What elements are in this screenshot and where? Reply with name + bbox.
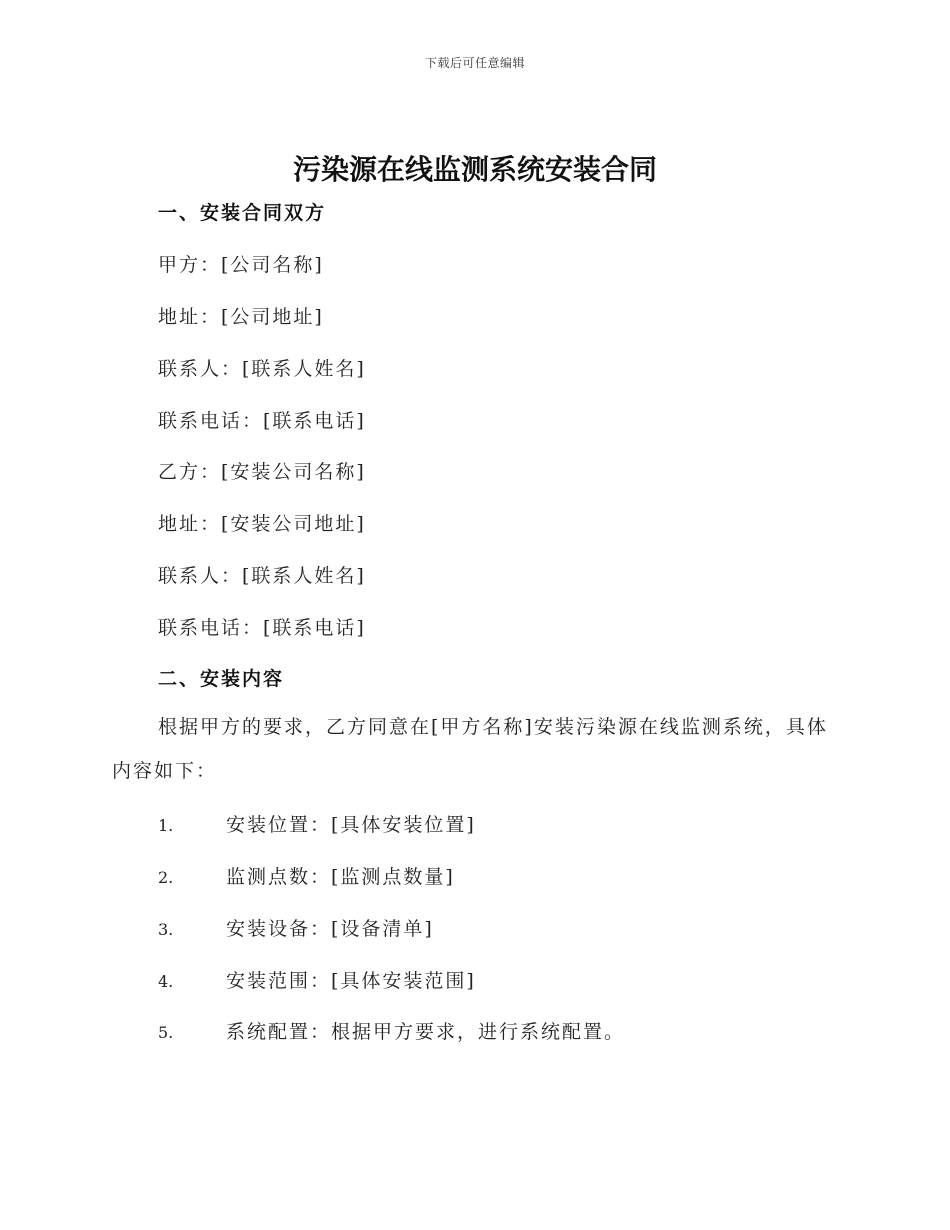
list-item-text: 监测点数：[监测点数量] bbox=[226, 866, 455, 888]
party-b-address: 地址：[安装公司地址] bbox=[158, 513, 366, 535]
list-item bbox=[158, 862, 455, 889]
section-heading-parties: 一、安装合同双方 bbox=[158, 202, 327, 224]
list-item-text: 安装设备：[设备清单] bbox=[226, 918, 434, 940]
party-a-address: 地址：[公司地址] bbox=[158, 306, 324, 328]
list-item-text: 系统配置：根据甲方要求，进行系统配置。 bbox=[226, 1021, 626, 1043]
party-b-name: 乙方：[安装公司名称] bbox=[158, 461, 366, 483]
party-b-contact: 联系人：[联系人姓名] bbox=[158, 565, 366, 587]
list-item bbox=[158, 914, 434, 941]
list-item-number: 5. bbox=[158, 1023, 174, 1042]
document-title: 污染源在线监测系统安装合同 bbox=[292, 153, 657, 186]
list-item-number: 3. bbox=[158, 920, 174, 939]
party-a-phone: 联系电话：[联系电话] bbox=[158, 410, 366, 432]
list-item bbox=[158, 966, 476, 993]
section-heading-content: 二、安装内容 bbox=[158, 668, 285, 690]
party-a-name: 甲方：[公司名称] bbox=[158, 254, 324, 276]
list-item bbox=[158, 810, 476, 837]
list-item bbox=[158, 1017, 625, 1044]
party-a-contact: 联系人：[联系人姓名] bbox=[158, 358, 366, 380]
list-item-number: 2. bbox=[158, 868, 174, 887]
list-item-number: 1. bbox=[158, 816, 174, 835]
list-item-text: 安装位置：[具体安装位置] bbox=[226, 814, 476, 836]
party-b-phone: 联系电话：[联系电话] bbox=[158, 617, 366, 639]
page-header-note: 下载后可任意编辑 bbox=[424, 56, 525, 70]
list-item-text: 安装范围：[具体安装范围] bbox=[226, 970, 476, 992]
list-item-number: 4. bbox=[158, 972, 174, 991]
content-intro-paragraph: 根据甲方的要求，乙方同意在[甲方名称]安装污染源在线监测系统，具体内容如下： bbox=[112, 716, 828, 782]
